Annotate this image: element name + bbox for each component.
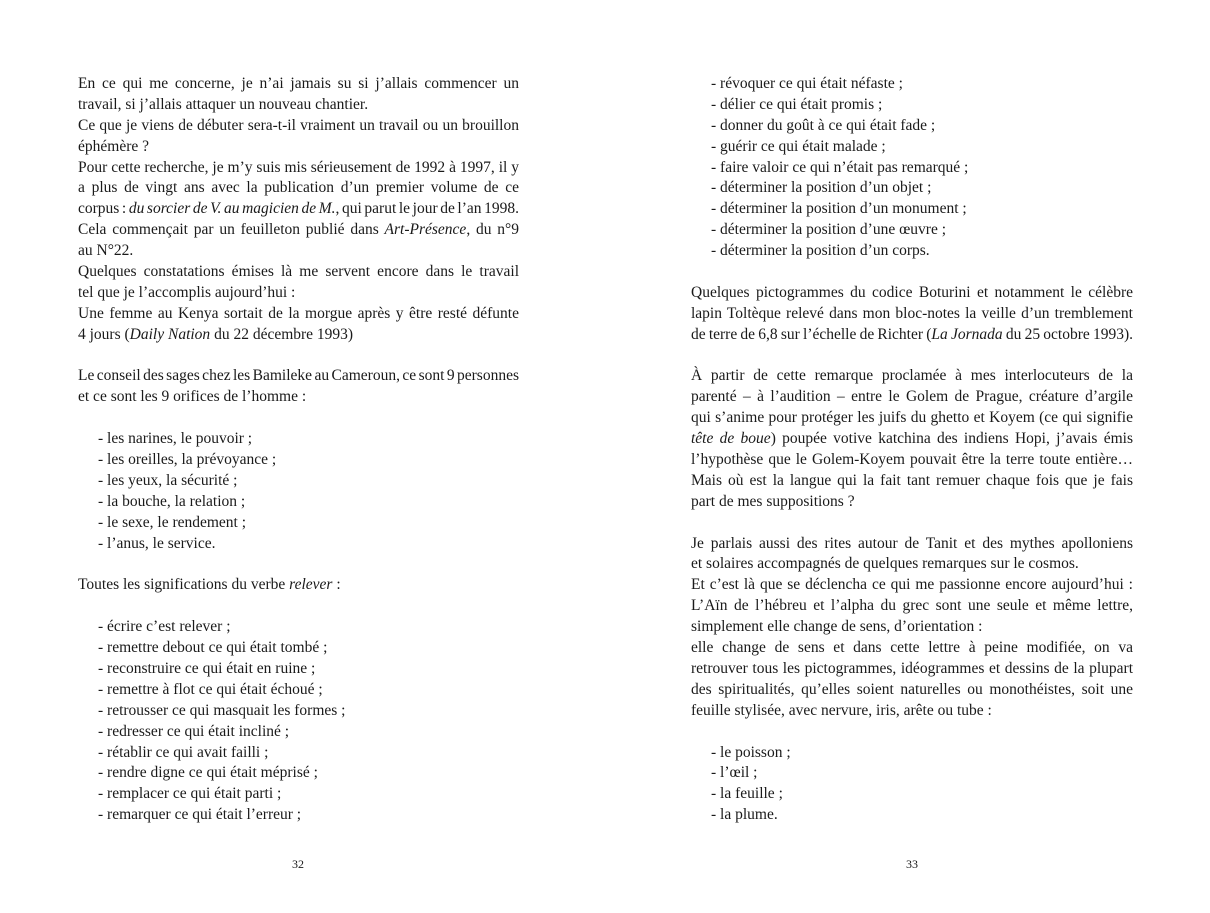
text-segment: - écrire c’est relever ;: [98, 618, 231, 636]
text-segment: - la bouche, la relation ;: [98, 492, 246, 510]
line-content: [691, 492, 855, 513]
text-segment: qui s’anime pour protéger les juifs du ghetto et Koyem (ce qui signifie: [691, 409, 1133, 427]
text-segment: Pour cette recherche, je m’y suis mis sérieusement de 1992 à 1997, il y: [78, 158, 519, 176]
list-item: [691, 178, 1133, 199]
blank-line: [691, 346, 1133, 367]
line-content: [711, 116, 935, 137]
line-content: [711, 158, 968, 179]
line-content: [691, 534, 1133, 555]
text-line: [78, 158, 519, 179]
page-left-text: [78, 74, 519, 826]
line-content: [98, 534, 216, 555]
text-segment: travail, si j’allais attaquer un nouveau chantier.: [78, 95, 369, 113]
text-segment: - rendre digne ce qui était méprisé ;: [98, 764, 318, 782]
line-content: [691, 554, 1079, 575]
text-segment: Quelques pictogrammes du codice Boturini et notamment le célèbre: [691, 283, 1133, 301]
line-content: [78, 220, 519, 241]
blank-line: [691, 513, 1133, 534]
text-line: [691, 534, 1133, 555]
text-line: [691, 471, 1133, 492]
line-content: [711, 763, 758, 784]
text-line: [78, 74, 519, 95]
line-content: [711, 178, 931, 199]
line-content: [691, 346, 695, 367]
text-segment: et ce sont les 9 orifices de l’homme :: [78, 388, 307, 406]
line-content: [78, 116, 519, 137]
text-segment: simplement elle change de sens, d’orientation :: [691, 618, 983, 636]
text-line: [78, 116, 519, 137]
text-segment: ) poupée votive katchina des indiens Hopi, j’avais émis: [770, 430, 1133, 448]
text-segment: - les narines, le pouvoir ;: [98, 430, 253, 448]
list-item: [691, 137, 1133, 158]
line-content: [98, 743, 268, 764]
text-segment: de terre de 6,8 sur l’échelle de Richter (: [691, 325, 932, 343]
list-item: [78, 534, 519, 555]
line-content: [78, 178, 519, 199]
text-segment: - faire valoir ce qui n’était pas remarqué ;: [711, 158, 969, 176]
text-line: [691, 554, 1133, 575]
line-content: [711, 241, 930, 262]
line-content: [691, 325, 1133, 346]
line-content: [691, 638, 1133, 659]
text-line: [78, 283, 519, 304]
text-segment: retrouver tous les pictogrammes, idéogrammes et dessins de la plupart: [691, 659, 1133, 677]
line-content: [691, 366, 1133, 387]
text-segment: - remarquer ce qui était l’erreur ;: [98, 806, 302, 824]
list-item: [78, 429, 519, 450]
text-segment: éphémère ?: [78, 137, 149, 155]
text-line: [78, 95, 519, 116]
line-content: [711, 199, 967, 220]
text-line: [691, 680, 1133, 701]
text-segment: parenté – à l’audition – entre le Golem de Prague, créature d’argile: [691, 388, 1133, 406]
text-line: [691, 638, 1133, 659]
text-segment: - déterminer la position d’un objet ;: [711, 179, 932, 197]
line-content: [711, 220, 946, 241]
line-content: [691, 659, 1133, 680]
line-content: [691, 617, 982, 638]
list-item: [691, 805, 1133, 826]
list-item: [78, 701, 519, 722]
italic-text: du sorcier de V. au magicien de M.: [128, 200, 336, 218]
list-item: [78, 743, 519, 764]
line-content: [78, 346, 82, 367]
line-content: [98, 638, 327, 659]
text-segment: 4 jours (: [78, 325, 130, 343]
text-segment: - rétablir ce qui avait failli ;: [98, 743, 269, 761]
line-content: [711, 743, 791, 764]
line-content: [691, 701, 992, 722]
list-item: [78, 659, 519, 680]
text-line: [78, 178, 519, 199]
line-content: [78, 74, 519, 95]
line-content: [98, 429, 252, 450]
line-content: [98, 680, 323, 701]
text-line: [691, 701, 1133, 722]
text-segment: corpus :: [78, 200, 129, 218]
text-segment: Cela commençait par un feuilleton publié dans: [78, 221, 385, 239]
text-segment: au N°22.: [78, 242, 134, 260]
text-segment: - délier ce qui était promis ;: [711, 95, 883, 113]
text-line: [691, 617, 1133, 638]
text-segment: des spiritualités, qu’elles soient naturelles ou monothéistes, soit une: [691, 680, 1133, 698]
line-content: [98, 617, 231, 638]
blank-line: [691, 262, 1133, 283]
text-segment: En ce qui me concerne, je n’ai jamais su si j’allais commencer un: [78, 75, 519, 92]
italic-text: La Jornada: [931, 325, 1003, 343]
line-content: [691, 722, 695, 743]
text-segment: , qui parut le jour de l’an 1998.: [335, 200, 519, 218]
text-segment: - révoquer ce qui était néfaste ;: [711, 75, 903, 92]
text-segment: - redresser ce qui était incliné ;: [98, 722, 290, 740]
text-line: [78, 199, 519, 220]
text-segment: - les oreilles, la prévoyance ;: [98, 451, 277, 469]
list-item: [691, 158, 1133, 179]
list-item: [78, 471, 519, 492]
list-item: [691, 199, 1133, 220]
text-segment: :: [332, 576, 341, 594]
list-item: [78, 513, 519, 534]
text-line: [691, 429, 1133, 450]
text-segment: Quelques constatations émises là me servent encore dans le travail: [78, 263, 519, 281]
text-line: [78, 387, 519, 408]
list-item: [78, 722, 519, 743]
blank-line: [691, 722, 1133, 743]
text-segment: - remettre à flot ce qui était échoué ;: [98, 680, 323, 698]
line-content: [78, 554, 82, 575]
line-content: [78, 596, 82, 617]
line-content: [78, 325, 353, 346]
text-segment: - déterminer la position d’une œuvre ;: [711, 221, 947, 239]
text-segment: Toutes les significations du verbe: [78, 576, 290, 594]
line-content: [78, 283, 295, 304]
text-segment: Mais où est la langue qui la fait tant remuer chaque fois que je fais: [691, 471, 1133, 489]
line-content: [78, 137, 149, 158]
line-content: [711, 805, 778, 826]
list-item: [78, 680, 519, 701]
line-content: [98, 701, 346, 722]
line-content: [98, 450, 276, 471]
list-item: [691, 743, 1133, 764]
text-line: [691, 304, 1133, 325]
text-segment: a plus de vingt ans avec la publication d’un premier volume de ce: [78, 179, 519, 197]
list-item: [78, 784, 519, 805]
list-item: [78, 492, 519, 513]
italic-text: Daily Nation: [129, 325, 211, 343]
page-number-right: 33: [906, 857, 918, 871]
line-content: [691, 471, 1133, 492]
text-segment: tel que je l’accomplis aujourd’hui :: [78, 283, 296, 301]
text-line: [691, 575, 1133, 596]
text-segment: - remplacer ce qui était parti ;: [98, 785, 282, 803]
text-segment: - déterminer la position d’un corps.: [711, 242, 930, 260]
blank-line: [78, 554, 519, 575]
text-line: [691, 596, 1133, 617]
blank-line: [78, 408, 519, 429]
italic-text: Art-Présence: [384, 221, 467, 239]
text-segment: et solaires accompagnés de quelques remarques sur le cosmos.: [691, 555, 1079, 573]
text-segment: - les yeux, la sécurité ;: [98, 471, 238, 489]
line-content: [98, 659, 315, 680]
list-item: [691, 784, 1133, 805]
line-content: [691, 283, 1133, 304]
list-item: [691, 95, 1133, 116]
text-line: [78, 366, 519, 387]
line-content: [691, 262, 695, 283]
line-content: [78, 241, 133, 262]
list-item: [78, 805, 519, 826]
line-content: [691, 304, 1133, 325]
text-segment: - déterminer la position d’un monument ;: [711, 200, 967, 218]
list-item: [691, 763, 1133, 784]
text-segment: - l’anus, le service.: [98, 534, 216, 552]
line-content: [98, 784, 281, 805]
list-item: [691, 116, 1133, 137]
line-content: [98, 722, 289, 743]
italic-text: tête de boue: [691, 430, 771, 448]
list-item: [78, 617, 519, 638]
line-content: [691, 680, 1133, 701]
page-right-text: [691, 74, 1133, 826]
text-line: [78, 575, 519, 596]
line-content: [78, 575, 341, 596]
list-item: [78, 763, 519, 784]
text-segment: Je parlais aussi des rites autour de Tanit et des mythes apolloniens: [691, 534, 1133, 552]
text-segment: l’hypothèse que le Golem-Koyem pouvait être la terre toute entière…: [691, 451, 1133, 469]
text-segment: - l’œil ;: [711, 764, 758, 782]
line-content: [78, 95, 368, 116]
text-segment: , du n°9: [466, 221, 519, 239]
line-content: [78, 262, 519, 283]
text-line: [691, 659, 1133, 680]
text-line: [691, 366, 1133, 387]
line-content: [691, 596, 1133, 617]
text-segment: - le poisson ;: [711, 743, 791, 761]
line-content: [98, 492, 245, 513]
text-segment: À partir de cette remarque proclamée à mes interlocuteurs de la: [691, 367, 1133, 385]
text-segment: L’Aïn de l’hébreu et l’alpha du grec sont une seule et même lettre,: [691, 597, 1133, 615]
line-content: [711, 137, 886, 158]
list-item: [691, 74, 1133, 95]
page-number-left: 32: [292, 857, 304, 871]
text-segment: - donner du goût à ce qui était fade ;: [711, 116, 936, 134]
text-segment: - retrousser ce qui masquait les formes ;: [98, 701, 346, 719]
text-segment: feuille stylisée, avec nervure, iris, arête ou tube :: [691, 701, 992, 719]
text-line: [78, 304, 519, 325]
line-content: [78, 366, 519, 387]
blank-line: [78, 596, 519, 617]
line-content: [691, 387, 1133, 408]
text-line: [78, 220, 519, 241]
italic-text: relever: [289, 576, 333, 594]
line-content: [78, 199, 519, 220]
text-segment: - guérir ce qui était malade ;: [711, 137, 886, 155]
line-content: [98, 805, 301, 826]
text-segment: Le conseil des sages chez les Bamileke au Cameroun, ce sont 9 personnes: [78, 367, 519, 385]
text-segment: du 25 octobre 1993).: [1002, 325, 1133, 343]
text-segment: - la plume.: [711, 806, 778, 824]
line-content: [98, 471, 237, 492]
line-content: [691, 513, 695, 534]
line-content: [98, 513, 246, 534]
text-segment: - reconstruire ce qui était en ruine ;: [98, 659, 316, 677]
line-content: [78, 158, 519, 179]
text-line: [78, 137, 519, 158]
text-segment: Une femme au Kenya sortait de la morgue après y être resté défunte: [78, 304, 519, 322]
list-item: [691, 241, 1133, 262]
line-content: [691, 450, 1133, 471]
list-item: [78, 638, 519, 659]
text-segment: - remettre debout ce qui était tombé ;: [98, 639, 328, 657]
text-line: [691, 283, 1133, 304]
text-line: [691, 325, 1133, 346]
text-line: [691, 387, 1133, 408]
line-content: [711, 95, 882, 116]
line-content: [78, 408, 82, 429]
text-line: [691, 408, 1133, 429]
text-segment: Et c’est là que se déclencha ce qui me passionne encore aujourd’hui :: [691, 576, 1133, 594]
text-line: [78, 241, 519, 262]
text-segment: part de mes suppositions ?: [691, 492, 855, 510]
text-segment: du 22 décembre 1993): [210, 325, 354, 343]
line-content: [691, 408, 1133, 429]
text-segment: elle change de sens et dans cette lettre à peine modifiée, on va: [691, 639, 1133, 657]
line-content: [691, 429, 1133, 450]
list-item: [691, 220, 1133, 241]
text-line: [691, 492, 1133, 513]
text-line: [691, 450, 1133, 471]
text-segment: - la feuille ;: [711, 785, 783, 803]
line-content: [78, 304, 519, 325]
line-content: [711, 784, 783, 805]
text-segment: lapin Toltèque relevé dans mon bloc-notes la veille d’un tremblement: [691, 304, 1133, 322]
line-content: [691, 575, 1133, 596]
text-segment: - le sexe, le rendement ;: [98, 513, 247, 531]
list-item: [78, 450, 519, 471]
text-line: [78, 262, 519, 283]
text-segment: Ce que je viens de débuter sera-t-il vraiment un travail ou un brouillon: [78, 116, 519, 134]
line-content: [98, 763, 318, 784]
blank-line: [78, 346, 519, 367]
line-content: [78, 387, 306, 408]
line-content: [711, 74, 903, 95]
text-line: [78, 325, 519, 346]
